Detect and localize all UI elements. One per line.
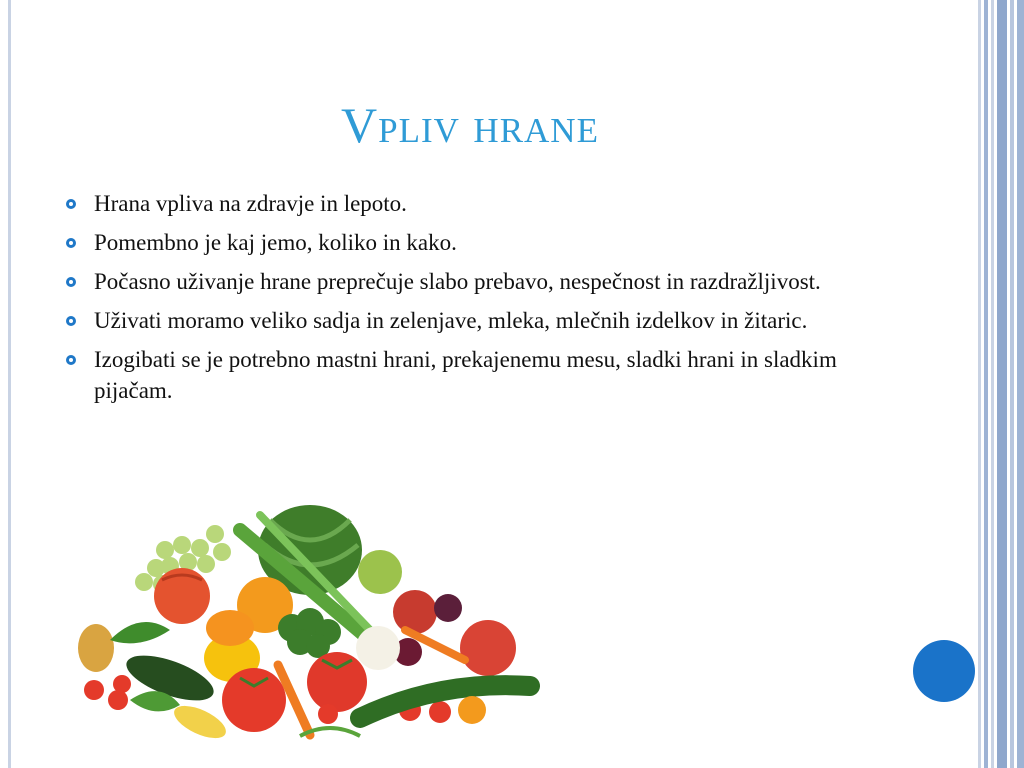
bullet-item <box>66 305 886 336</box>
fruits-vegetables-image <box>70 500 550 768</box>
bullet-item <box>66 266 886 297</box>
bullet-ring-icon <box>66 238 76 248</box>
bullet-text: Pomembno je kaj jemo, koliko in kako. <box>94 230 457 255</box>
bullet-ring-icon <box>66 316 76 326</box>
slide-title: Vpliv hrane <box>341 97 599 153</box>
bullet-text: Hrana vpliva na zdravje in lepoto. <box>94 191 407 216</box>
bullet-text: Uživati moramo veliko sadja in zelenjave, mleka, mlečnih izdelkov in žitaric. <box>94 308 808 333</box>
bullet-text: Izogibati se je potrebno mastni hrani, prekajenemu mesu, sladki hrani in sladkim pijačam. <box>94 347 837 403</box>
right-decoration <box>978 0 1024 768</box>
bullet-ring-icon <box>66 277 76 287</box>
bullet-list <box>66 188 886 414</box>
bullet-text: Počasno uživanje hrane preprečuje slabo prebavo, nespečnost in razdražljivost. <box>94 269 821 294</box>
bullet-ring-icon <box>66 355 76 365</box>
nav-circle-button[interactable] <box>913 640 975 702</box>
bullet-item <box>66 227 886 258</box>
bullet-ring-icon <box>66 199 76 209</box>
bullet-item <box>66 188 886 219</box>
bullet-item <box>66 344 886 406</box>
